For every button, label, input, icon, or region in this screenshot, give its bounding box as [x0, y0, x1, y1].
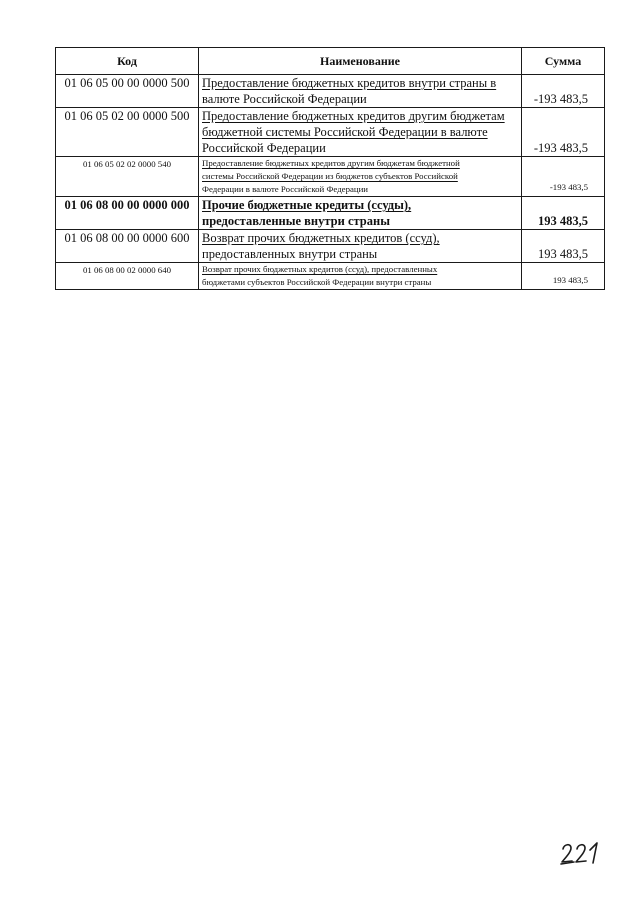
- code-cell: 01 06 05 00 00 0000 500: [56, 75, 199, 108]
- name-line: Предоставление бюджетных кредитов внутри страны в: [202, 76, 497, 90]
- name-line: бюджетами субъектов Российской Федерации внутри страны: [202, 277, 432, 287]
- table-row: [56, 197, 605, 230]
- table-body: [56, 75, 605, 290]
- sum-cell: -193 483,5: [522, 75, 605, 108]
- table-row: [56, 108, 605, 157]
- name-cell: [199, 108, 522, 157]
- name-cell: [199, 263, 522, 290]
- code-cell: 01 06 08 00 02 0000 640: [56, 263, 199, 290]
- name-line: Федерации в валюте Российской Федерации: [202, 184, 369, 194]
- code-cell: 01 06 08 00 00 0000 600: [56, 230, 199, 263]
- code-cell: 01 06 08 00 00 0000 000: [56, 197, 199, 230]
- header-name: Наименование: [199, 48, 522, 75]
- table-row: [56, 75, 605, 108]
- name-line: бюджетной системы Российской Федерации в валюте: [202, 125, 488, 139]
- name-line: предоставленных внутри страны: [202, 247, 378, 261]
- table-row: [56, 230, 605, 263]
- sum-cell: 193 483,5: [522, 263, 605, 290]
- name-line: валюте Российской Федерации: [202, 92, 367, 106]
- header-sum: Сумма: [522, 48, 605, 75]
- name-line: Предоставление бюджетных кредитов другим бюджетам бюджетной: [202, 158, 460, 168]
- handwritten-page-number: [560, 840, 608, 866]
- table-header-row: [56, 48, 605, 75]
- name-line: Возврат прочих бюджетных кредитов (ссуд), предоставленных: [202, 264, 438, 274]
- name-cell: [199, 75, 522, 108]
- code-cell: 01 06 05 02 02 0000 540: [56, 157, 199, 197]
- table-row: [56, 263, 605, 290]
- name-cell: [199, 197, 522, 230]
- sum-cell: 193 483,5: [522, 230, 605, 263]
- name-line: Возврат прочих бюджетных кредитов (ссуд),: [202, 231, 440, 245]
- name-line: Прочие бюджетные кредиты (ссуды),: [202, 198, 412, 212]
- name-line: Российской Федерации: [202, 141, 326, 155]
- name-line: системы Российской Федерации из бюджетов субъектов Российской: [202, 171, 458, 181]
- header-code: Код: [56, 48, 199, 75]
- sum-cell: 193 483,5: [522, 197, 605, 230]
- name-line: Предоставление бюджетных кредитов другим бюджетам: [202, 109, 505, 123]
- sum-cell: -193 483,5: [522, 157, 605, 197]
- name-line: предоставленные внутри страны: [202, 214, 390, 228]
- name-cell: [199, 230, 522, 263]
- code-cell: 01 06 05 02 00 0000 500: [56, 108, 199, 157]
- table-row: [56, 157, 605, 197]
- sum-cell: -193 483,5: [522, 108, 605, 157]
- name-cell: [199, 157, 522, 197]
- budget-table: [55, 47, 605, 290]
